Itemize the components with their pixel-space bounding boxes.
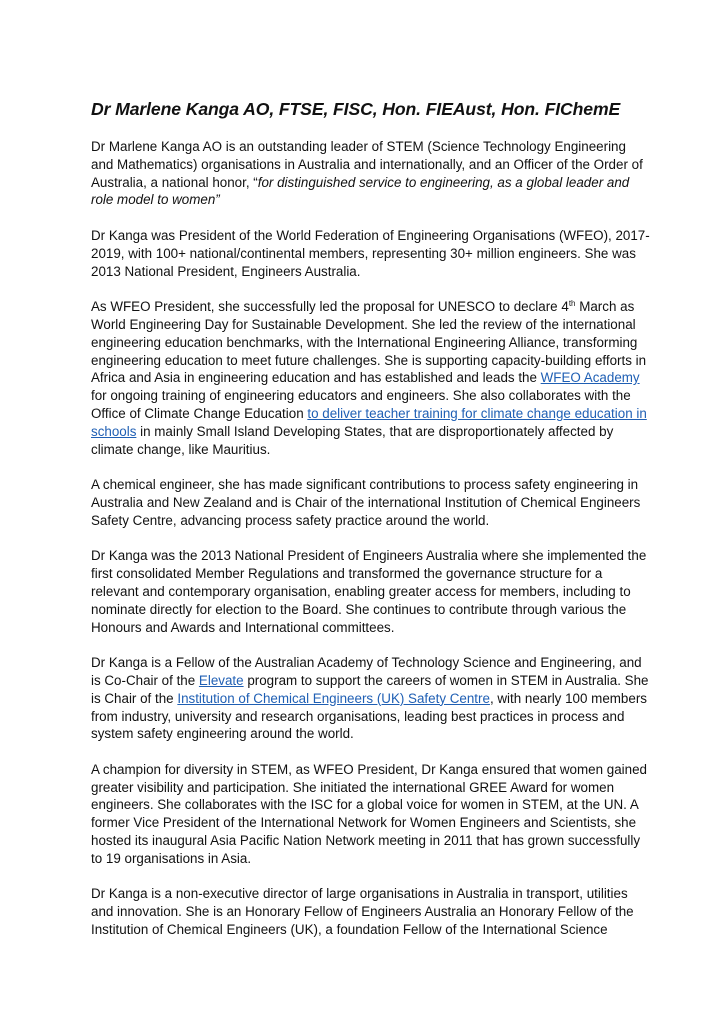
paragraph-process-safety: A chemical engineer, she has made significant contributions to process safety engineering in Australia and New Zealand and is Chair of the international Institution of Chemical Engineers Safety Centre, advancing process safety practice around the world. bbox=[91, 477, 641, 528]
paragraph-world-engineering-day bbox=[91, 298, 651, 458]
wed-text-c: for ongoing training of engineering educators and engineers. She also collaborates with the Office of Climate Change Education bbox=[91, 388, 631, 421]
fellow-text-a: Dr Kanga is a Fellow of the Australian Academy of Technology Science and Engineering, and is Co-Chair of the bbox=[91, 655, 642, 688]
intro-quote: for distinguished service to engineering, as a global leader and role model to women” bbox=[91, 174, 630, 208]
wfeo-academy-link[interactable]: WFEO Academy bbox=[540, 370, 640, 386]
fellow-text-c: , with nearly 100 members from industry, university and research organisations, leading best practices in process and system safety engineering around the world. bbox=[91, 690, 647, 742]
wed-text-b: March as World Engineering Day for Sustainable Development. She led the review of the international engineering education benchmarks, with the International Engineering Alliance, transforming engineering education to meet future challenges. She is supporting capacity-building efforts in Africa and Asia in engineering education and has established and leads the bbox=[91, 299, 647, 386]
intro-text: Dr Marlene Kanga AO is an outstanding leader of STEM (Science Technology Engineering and Mathematics) organisations in Australia and internationally, and an Officer of the Order of Australia, a national honor, “ bbox=[91, 139, 643, 190]
fellow-text-b: program to support the careers of women in STEM in Australia. She is Chair of the bbox=[91, 672, 649, 706]
teacher-training-link[interactable]: to deliver teacher training for climate change education in schools bbox=[91, 405, 647, 439]
wed-text-d: in mainly Small Island Developing States, that are disproportionately affected by climate change, like Mauritius. bbox=[91, 423, 614, 457]
elevate-link[interactable]: Elevate bbox=[198, 672, 244, 688]
paragraph-fellowships bbox=[91, 654, 651, 743]
icheme-safety-centre-link[interactable]: Institution of Chemical Engineers (UK) Safety Centre bbox=[177, 690, 490, 706]
document-body bbox=[91, 138, 651, 957]
ordinal-superscript: th bbox=[568, 299, 576, 309]
paragraph-diversity: A champion for diversity in STEM, as WFEO President, Dr Kanga ensured that women gained greater visibility and participation. She initiated the international GREE Award for women engineers. She collaborates with the ISC for a global voice for women in STEM, at the UN. A former Vice President of the International Network for Women Engineers and Scientists, she hosted its inaugural Asia Pacific Nation Network meeting in 2011 that has grown successfully to 19 organisations in Asia. bbox=[91, 761, 647, 866]
document-title: Dr Marlene Kanga AO, FTSE, FISC, Hon. FIEAust, Hon. FIChemE bbox=[91, 99, 621, 119]
paragraph-wfeo-president: Dr Kanga was President of the World Federation of Engineering Organisations (WFEO), 2017-2019, with 100+ national/continental members, representing 30+ million engineers. She was 2013 National President, Engineers Australia. bbox=[91, 227, 650, 279]
wed-text-a: As WFEO President, she successfully led the proposal for UNESCO to declare 4 bbox=[91, 299, 569, 315]
paragraph-directorships: Dr Kanga is a non-executive director of large organisations in Australia in transport, utilities and innovation. She is an Honorary Fellow of Engineers Australia an Honorary Fellow of the Institution of Chemical Engineers (UK), a foundation Fellow of the International Science bbox=[91, 886, 634, 938]
paragraph-engineers-australia: Dr Kanga was the 2013 National President of Engineers Australia where she implemented the first consolidated Member Regulations and transformed the governance structure for a relevant and contemporary organisation, enabling greater access for members, including to nominate directly for election to the Board. She continues to contribute through various the Honours and Awards and International committees. bbox=[91, 548, 647, 635]
paragraph-intro bbox=[91, 138, 651, 209]
